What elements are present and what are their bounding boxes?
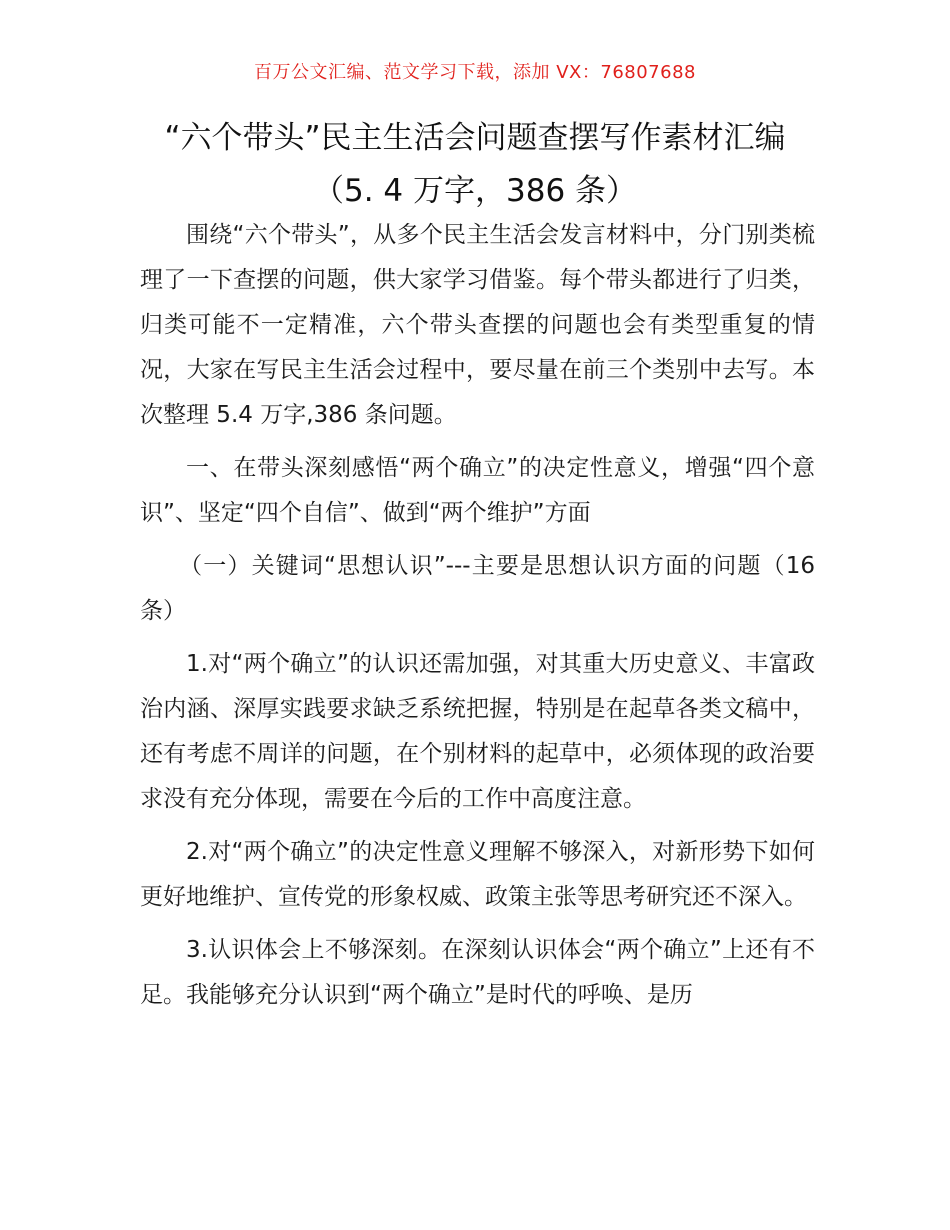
section-heading: 一、在带头深刻感悟“两个确立”的决定性意义，增强“四个意识”、坚定“四个自信”、做到“两个维护”方面 bbox=[140, 455, 815, 526]
document-title: “六个带头”民主生活会问题查摆写作素材汇编（5. 4 万字，386 条） bbox=[164, 120, 786, 209]
list-item: 1.对“两个确立”的认识还需加强，对其重大历史意义、丰富政治内涵、深厚实践要求缺乏系统把握，特别是在起草各类文稿中，还有考虑不周详的问题，在个别材料的起草中，必须体现的政治要求没有充分体现，需要在今后的工作中高度注意。 bbox=[140, 651, 815, 812]
document-body bbox=[140, 213, 815, 1026]
subsection-heading: （一）关键词“思想认识”---主要是思想认识方面的问题（16 条） bbox=[140, 553, 815, 624]
list-item: 2.对“两个确立”的决定性意义理解不够深入，对新形势下如何更好地维护、宣传党的形象权威、政策主张等思考研究还不深入。 bbox=[140, 839, 815, 910]
list-item: 3.认识体会上不够深刻。在深刻认识体会“两个确立”上还有不足。我能够充分认识到“两个确立”是时代的呼唤、是历 bbox=[140, 937, 815, 1008]
header-banner: 百万公文汇编、范文学习下载，添加 VX：76807688 bbox=[254, 62, 696, 83]
intro-paragraph: 围绕“六个带头”，从多个民主生活会发言材料中，分门别类梳理了一下查摆的问题，供大家学习借鉴。每个带头都进行了归类，归类可能不一定精准，六个带头查摆的问题也会有类型重复的情况，大家在写民主生活会过程中，要尽量在前三个类别中去写。本次整理 5.4 万字,386 条问题。 bbox=[140, 222, 815, 428]
